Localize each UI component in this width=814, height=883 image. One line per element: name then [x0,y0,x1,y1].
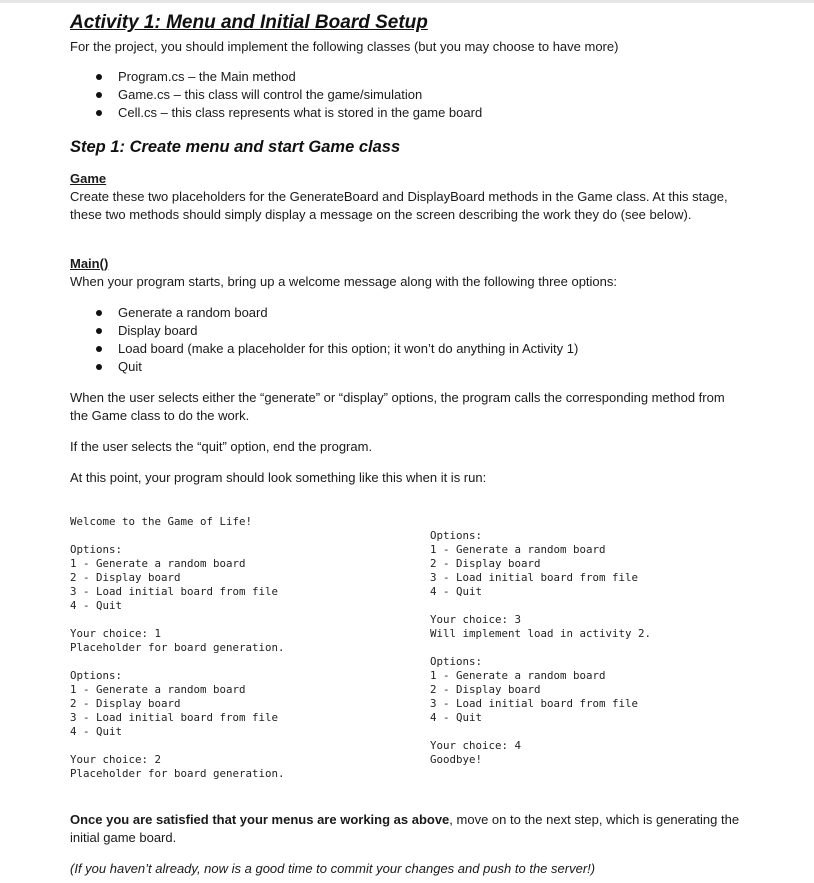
console-line: 4 - Quit [70,599,123,612]
options-list [70,304,782,376]
console-line: 1 - Generate a random board [430,669,606,682]
list-item: Program.cs – the Main method [92,68,782,86]
bullet-icon [96,92,102,98]
game-subheading: Game [70,171,107,186]
bullet-icon [96,110,102,116]
console-line: 4 - Quit [70,725,123,738]
console-line: Your choice: 3 [430,613,522,626]
console-line: Your choice: 1 [70,627,162,640]
console-line: Placeholder for board generation. [70,767,285,780]
bullet-icon [96,346,102,352]
bullet-icon [96,364,102,370]
console-line: 2 - Display board [430,683,541,696]
top-border [0,0,814,3]
console-line: Welcome to the Game of Life! [70,515,253,528]
bullet-icon [96,74,102,80]
console-line: Will implement load in activity 2. [430,627,652,640]
run-paragraph: At this point, your program should look something like this when it is run: [70,470,487,485]
closing-rest-text: , move on to the next step, which is generating the initial game board. [70,812,740,845]
console-line: Your choice: 4 [430,739,522,752]
console-line: 3 - Load initial board from file [430,571,639,584]
intro-text: For the project, you should implement the following classes (but you may choose to have more) [70,39,619,54]
main-subheading: Main() [70,256,109,271]
list-item: Quit [92,358,782,376]
console-output-left [70,515,285,781]
console-line: Options: [70,669,123,682]
console-line: 3 - Load initial board from file [70,711,279,724]
console-line: 1 - Generate a random board [70,557,246,570]
console-line: Placeholder for board generation. [70,641,285,654]
list-item: Cell.cs – this class represents what is stored in the game board [92,104,782,122]
list-item: Game.cs – this class will control the game/simulation [92,86,782,104]
commit-note: (If you haven’t already, now is a good time to commit your changes and push to the server!) [70,861,596,876]
page-title: Activity 1: Menu and Initial Board Setup [70,12,428,33]
classes-list [70,68,782,122]
console-line: 3 - Load initial board from file [70,585,279,598]
console-line: Goodbye! [430,753,483,766]
console-line: Options: [430,529,483,542]
console-line: Options: [430,655,483,668]
console-line: Your choice: 2 [70,753,162,766]
select-paragraph: When the user selects either the “generate” or “display” options, the program calls the corresponding method from the Game class to do the work. [70,390,725,423]
console-output-right [430,529,651,767]
console-line: 2 - Display board [70,571,181,584]
console-line: 1 - Generate a random board [430,543,606,556]
console-line: 2 - Display board [430,557,541,570]
closing-paragraph [70,811,750,847]
console-line: Options: [70,543,123,556]
console-line: 4 - Quit [430,711,483,724]
console-line: 1 - Generate a random board [70,683,246,696]
console-line: 2 - Display board [70,697,181,710]
bullet-icon [96,328,102,334]
main-description: When your program starts, bring up a welcome message along with the following three options: [70,274,618,289]
list-item: Display board [92,322,782,340]
quit-paragraph: If the user selects the “quit” option, end the program. [70,439,373,454]
list-item: Generate a random board [92,304,782,322]
step1-heading: Step 1: Create menu and start Game class [70,138,401,156]
console-line: 3 - Load initial board from file [430,697,639,710]
document-body [70,10,760,56]
closing-bold-text: Once you are satisfied that your menus are working as above [70,812,450,827]
game-description: Create these two placeholders for the GenerateBoard and DisplayBoard methods in the Game class. At this stage, these two methods should simply display a message on the screen describing the work they do (see below). [70,189,728,222]
console-line: 4 - Quit [430,585,483,598]
list-item: Load board (make a placeholder for this option; it won’t do anything in Activity 1) [92,340,782,358]
bullet-icon [96,310,102,316]
